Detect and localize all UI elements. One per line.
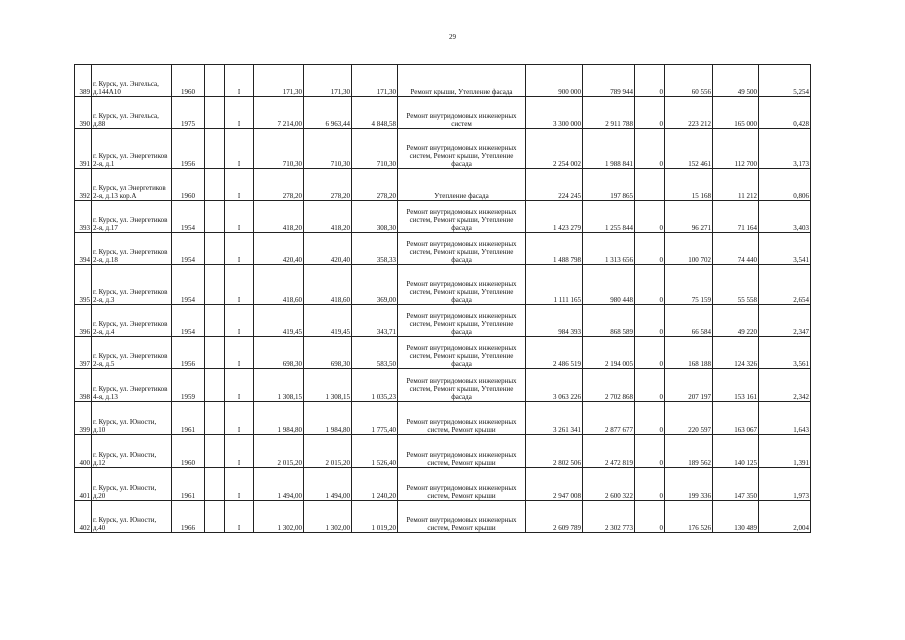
cost-b-cell: 0 (635, 468, 665, 501)
area-total-cell: 419,45 (254, 305, 304, 337)
cost-a-cell: 2 877 677 (583, 402, 635, 435)
group-cell: I (225, 435, 254, 468)
year-cell: 1960 (172, 169, 205, 201)
group-cell: I (225, 305, 254, 337)
year-cell: 1956 (172, 337, 205, 369)
cost-total-cell: 1 423 279 (526, 201, 583, 233)
works-cell: Ремонт внутридомовых инженерных систем, Ремонт крыши, Утепление фасада (398, 233, 526, 265)
area-3-cell: 583,50 (352, 337, 398, 369)
works-cell: Ремонт внутридомовых инженерных систем, Ремонт крыши, Утепление фасада (398, 265, 526, 305)
blank-cell (205, 265, 225, 305)
address-cell: г. Курск, ул. Юности, д.40 (92, 501, 172, 533)
row-number: 394 (75, 233, 92, 265)
cost-b-cell: 0 (635, 435, 665, 468)
area-2-cell: 1 302,00 (304, 501, 352, 533)
works-cell: Ремонт внутридомовых инженерных систем (398, 97, 526, 129)
area-3-cell: 710,30 (352, 129, 398, 169)
address-cell: г. Курск, ул. Энгельса, д.88 (92, 97, 172, 129)
cost-d-cell: 140 125 (713, 435, 759, 468)
unit-cost-cell: 0,428 (759, 97, 811, 129)
area-total-cell: 710,30 (254, 129, 304, 169)
cost-d-cell: 55 558 (713, 265, 759, 305)
blank-cell (205, 201, 225, 233)
area-2-cell: 278,20 (304, 169, 352, 201)
row-number: 391 (75, 129, 92, 169)
group-cell: I (225, 369, 254, 402)
row-number: 393 (75, 201, 92, 233)
table-row (75, 65, 811, 97)
area-total-cell: 1 494,00 (254, 468, 304, 501)
cost-d-cell: 147 350 (713, 468, 759, 501)
area-2-cell: 171,30 (304, 65, 352, 97)
cost-b-cell (635, 169, 665, 201)
works-cell: Ремонт внутридомовых инженерных систем, Ремонт крыши (398, 402, 526, 435)
table-row (75, 337, 811, 369)
cost-a-cell: 980 448 (583, 265, 635, 305)
cost-b-cell: 0 (635, 265, 665, 305)
unit-cost-cell: 3,173 (759, 129, 811, 169)
table-body (75, 65, 811, 533)
works-cell: Ремонт внутридомовых инженерных систем, Ремонт крыши, Утепление фасада (398, 201, 526, 233)
area-3-cell: 1 035,23 (352, 369, 398, 402)
cost-b-cell: 0 (635, 65, 665, 97)
area-total-cell: 698,30 (254, 337, 304, 369)
works-cell: Ремонт внутридомовых инженерных систем, Ремонт крыши, Утепление фасада (398, 129, 526, 169)
blank-cell (205, 97, 225, 129)
works-cell: Ремонт внутридомовых инженерных систем, Ремонт крыши, Утепление фасада (398, 337, 526, 369)
cost-b-cell: 0 (635, 129, 665, 169)
table-row (75, 233, 811, 265)
cost-total-cell: 3 261 341 (526, 402, 583, 435)
table-row (75, 129, 811, 169)
cost-c-cell: 100 702 (665, 233, 713, 265)
cost-c-cell: 75 159 (665, 265, 713, 305)
cost-a-cell: 2 302 773 (583, 501, 635, 533)
address-cell: г. Курск, ул. Энергетиков 2-я, д.3 (92, 265, 172, 305)
table-row (75, 305, 811, 337)
unit-cost-cell: 5,254 (759, 65, 811, 97)
address-cell: г. Курск, ул. Юности, д.10 (92, 402, 172, 435)
cost-total-cell: 1 111 165 (526, 265, 583, 305)
cost-b-cell: 0 (635, 369, 665, 402)
table-row (75, 265, 811, 305)
cost-total-cell: 3 300 000 (526, 97, 583, 129)
cost-total-cell: 2 947 008 (526, 468, 583, 501)
cost-d-cell: 11 212 (713, 169, 759, 201)
cost-d-cell: 49 500 (713, 65, 759, 97)
group-cell: I (225, 65, 254, 97)
cost-a-cell: 197 865 (583, 169, 635, 201)
cost-a-cell: 868 589 (583, 305, 635, 337)
unit-cost-cell: 2,654 (759, 265, 811, 305)
year-cell: 1959 (172, 369, 205, 402)
address-cell: г. Курск, ул. Юности, д.12 (92, 435, 172, 468)
area-2-cell: 420,40 (304, 233, 352, 265)
area-3-cell: 369,00 (352, 265, 398, 305)
group-cell: I (225, 468, 254, 501)
year-cell: 1961 (172, 468, 205, 501)
register-table (74, 64, 811, 533)
blank-cell (205, 65, 225, 97)
row-number: 398 (75, 369, 92, 402)
cost-a-cell: 789 944 (583, 65, 635, 97)
cost-c-cell: 60 556 (665, 65, 713, 97)
group-cell: I (225, 402, 254, 435)
area-2-cell: 418,20 (304, 201, 352, 233)
area-total-cell: 418,60 (254, 265, 304, 305)
table-row (75, 169, 811, 201)
blank-cell (205, 402, 225, 435)
row-number: 395 (75, 265, 92, 305)
address-cell: г. Курск, ул. Энергетиков 2-я, д.4 (92, 305, 172, 337)
row-number: 390 (75, 97, 92, 129)
cost-c-cell: 207 197 (665, 369, 713, 402)
year-cell: 1975 (172, 97, 205, 129)
blank-cell (205, 435, 225, 468)
area-3-cell: 358,33 (352, 233, 398, 265)
cost-c-cell: 15 168 (665, 169, 713, 201)
table-row (75, 435, 811, 468)
year-cell: 1954 (172, 265, 205, 305)
area-total-cell: 278,20 (254, 169, 304, 201)
address-cell: г. Курск, ул. Энергетиков 2-я, д.17 (92, 201, 172, 233)
cost-a-cell: 2 600 322 (583, 468, 635, 501)
year-cell: 1956 (172, 129, 205, 169)
unit-cost-cell: 0,806 (759, 169, 811, 201)
cost-b-cell: 0 (635, 305, 665, 337)
address-cell: г. Курск, ул. Энергетиков 2-я, д.5 (92, 337, 172, 369)
cost-total-cell: 224 245 (526, 169, 583, 201)
cost-c-cell: 66 584 (665, 305, 713, 337)
cost-d-cell: 74 440 (713, 233, 759, 265)
area-2-cell: 1 494,00 (304, 468, 352, 501)
address-cell: г. Курск, ул. Энгельса, д.144А10 (92, 65, 172, 97)
works-cell: Ремонт внутридомовых инженерных систем, Ремонт крыши (398, 501, 526, 533)
address-cell: г. Курск, ул. Энергетиков 2-я, д.18 (92, 233, 172, 265)
cost-c-cell: 199 336 (665, 468, 713, 501)
area-2-cell: 1 308,15 (304, 369, 352, 402)
area-total-cell: 1 984,80 (254, 402, 304, 435)
group-cell: I (225, 169, 254, 201)
cost-a-cell: 2 702 868 (583, 369, 635, 402)
area-3-cell: 1 240,20 (352, 468, 398, 501)
cost-total-cell: 2 254 002 (526, 129, 583, 169)
cost-b-cell: 0 (635, 233, 665, 265)
blank-cell (205, 129, 225, 169)
group-cell: I (225, 265, 254, 305)
unit-cost-cell: 2,347 (759, 305, 811, 337)
group-cell: I (225, 337, 254, 369)
cost-d-cell: 124 326 (713, 337, 759, 369)
cost-total-cell: 1 488 798 (526, 233, 583, 265)
cost-c-cell: 220 597 (665, 402, 713, 435)
table-row (75, 97, 811, 129)
area-3-cell: 308,30 (352, 201, 398, 233)
works-cell: Ремонт внутридомовых инженерных систем, Ремонт крыши (398, 435, 526, 468)
cost-d-cell: 130 489 (713, 501, 759, 533)
year-cell: 1954 (172, 233, 205, 265)
blank-cell (205, 305, 225, 337)
area-2-cell: 710,30 (304, 129, 352, 169)
area-total-cell: 418,20 (254, 201, 304, 233)
row-number: 402 (75, 501, 92, 533)
blank-cell (205, 501, 225, 533)
cost-c-cell: 152 461 (665, 129, 713, 169)
address-cell: г. Курск, ул. Энергетиков 4-я, д.13 (92, 369, 172, 402)
cost-b-cell: 0 (635, 97, 665, 129)
works-cell: Ремонт внутридомовых инженерных систем, Ремонт крыши (398, 468, 526, 501)
unit-cost-cell: 2,342 (759, 369, 811, 402)
unit-cost-cell: 1,643 (759, 402, 811, 435)
area-2-cell: 418,60 (304, 265, 352, 305)
cost-c-cell: 176 526 (665, 501, 713, 533)
table-row (75, 402, 811, 435)
page-number: 29 (449, 33, 456, 41)
unit-cost-cell: 1,973 (759, 468, 811, 501)
cost-b-cell: 0 (635, 337, 665, 369)
year-cell: 1954 (172, 201, 205, 233)
cost-d-cell: 163 067 (713, 402, 759, 435)
cost-a-cell: 1 255 844 (583, 201, 635, 233)
cost-d-cell: 49 220 (713, 305, 759, 337)
works-cell: Ремонт внутридомовых инженерных систем, Ремонт крыши, Утепление фасада (398, 305, 526, 337)
year-cell: 1960 (172, 435, 205, 468)
group-cell: I (225, 501, 254, 533)
row-number: 392 (75, 169, 92, 201)
area-2-cell: 419,45 (304, 305, 352, 337)
blank-cell (205, 233, 225, 265)
group-cell: I (225, 129, 254, 169)
area-3-cell: 343,71 (352, 305, 398, 337)
area-2-cell: 6 963,44 (304, 97, 352, 129)
year-cell: 1961 (172, 402, 205, 435)
cost-c-cell: 189 562 (665, 435, 713, 468)
area-3-cell: 1 775,40 (352, 402, 398, 435)
group-cell: I (225, 201, 254, 233)
area-total-cell: 1 302,00 (254, 501, 304, 533)
cost-b-cell: 0 (635, 402, 665, 435)
works-cell: Утепление фасада (398, 169, 526, 201)
area-total-cell: 1 308,15 (254, 369, 304, 402)
unit-cost-cell: 3,403 (759, 201, 811, 233)
area-total-cell: 7 214,00 (254, 97, 304, 129)
cost-c-cell: 168 188 (665, 337, 713, 369)
area-total-cell: 2 015,20 (254, 435, 304, 468)
cost-d-cell: 165 000 (713, 97, 759, 129)
area-total-cell: 171,30 (254, 65, 304, 97)
cost-total-cell: 2 486 519 (526, 337, 583, 369)
year-cell: 1960 (172, 65, 205, 97)
year-cell: 1954 (172, 305, 205, 337)
area-3-cell: 1 019,20 (352, 501, 398, 533)
address-cell: г. Курск, ул. Энергетиков 2-я, д.1 (92, 129, 172, 169)
row-number: 400 (75, 435, 92, 468)
row-number: 399 (75, 402, 92, 435)
address-cell: г. Курск, ул. Юности, д.20 (92, 468, 172, 501)
row-number: 397 (75, 337, 92, 369)
area-total-cell: 420,40 (254, 233, 304, 265)
cost-c-cell: 223 212 (665, 97, 713, 129)
unit-cost-cell: 3,561 (759, 337, 811, 369)
cost-total-cell: 900 000 (526, 65, 583, 97)
cost-a-cell: 2 194 005 (583, 337, 635, 369)
unit-cost-cell: 3,541 (759, 233, 811, 265)
row-number: 396 (75, 305, 92, 337)
cost-b-cell: 0 (635, 501, 665, 533)
blank-cell (205, 468, 225, 501)
table-row (75, 201, 811, 233)
address-cell: г. Курск, ул Энергетиков 2-я, д.13 кор.А (92, 169, 172, 201)
cost-b-cell: 0 (635, 201, 665, 233)
table-row (75, 501, 811, 533)
area-2-cell: 698,30 (304, 337, 352, 369)
table-row (75, 369, 811, 402)
group-cell: I (225, 97, 254, 129)
area-3-cell: 1 526,40 (352, 435, 398, 468)
unit-cost-cell: 2,004 (759, 501, 811, 533)
cost-a-cell: 1 313 656 (583, 233, 635, 265)
blank-cell (205, 169, 225, 201)
table-row (75, 468, 811, 501)
unit-cost-cell: 1,391 (759, 435, 811, 468)
cost-total-cell: 2 802 506 (526, 435, 583, 468)
year-cell: 1966 (172, 501, 205, 533)
cost-c-cell: 96 271 (665, 201, 713, 233)
area-2-cell: 2 015,20 (304, 435, 352, 468)
cost-a-cell: 2 911 788 (583, 97, 635, 129)
blank-cell (205, 369, 225, 402)
cost-total-cell: 984 393 (526, 305, 583, 337)
area-3-cell: 4 848,58 (352, 97, 398, 129)
blank-cell (205, 337, 225, 369)
cost-total-cell: 3 063 226 (526, 369, 583, 402)
cost-total-cell: 2 609 789 (526, 501, 583, 533)
cost-d-cell: 153 161 (713, 369, 759, 402)
works-cell: Ремонт крыши, Утепление фасада (398, 65, 526, 97)
cost-d-cell: 71 164 (713, 201, 759, 233)
works-cell: Ремонт внутридомовых инженерных систем, Ремонт крыши, Утепление фасада (398, 369, 526, 402)
row-number: 401 (75, 468, 92, 501)
cost-a-cell: 2 472 819 (583, 435, 635, 468)
area-2-cell: 1 984,80 (304, 402, 352, 435)
area-3-cell: 278,20 (352, 169, 398, 201)
group-cell: I (225, 233, 254, 265)
cost-a-cell: 1 988 841 (583, 129, 635, 169)
row-number: 389 (75, 65, 92, 97)
area-3-cell: 171,30 (352, 65, 398, 97)
cost-d-cell: 112 700 (713, 129, 759, 169)
